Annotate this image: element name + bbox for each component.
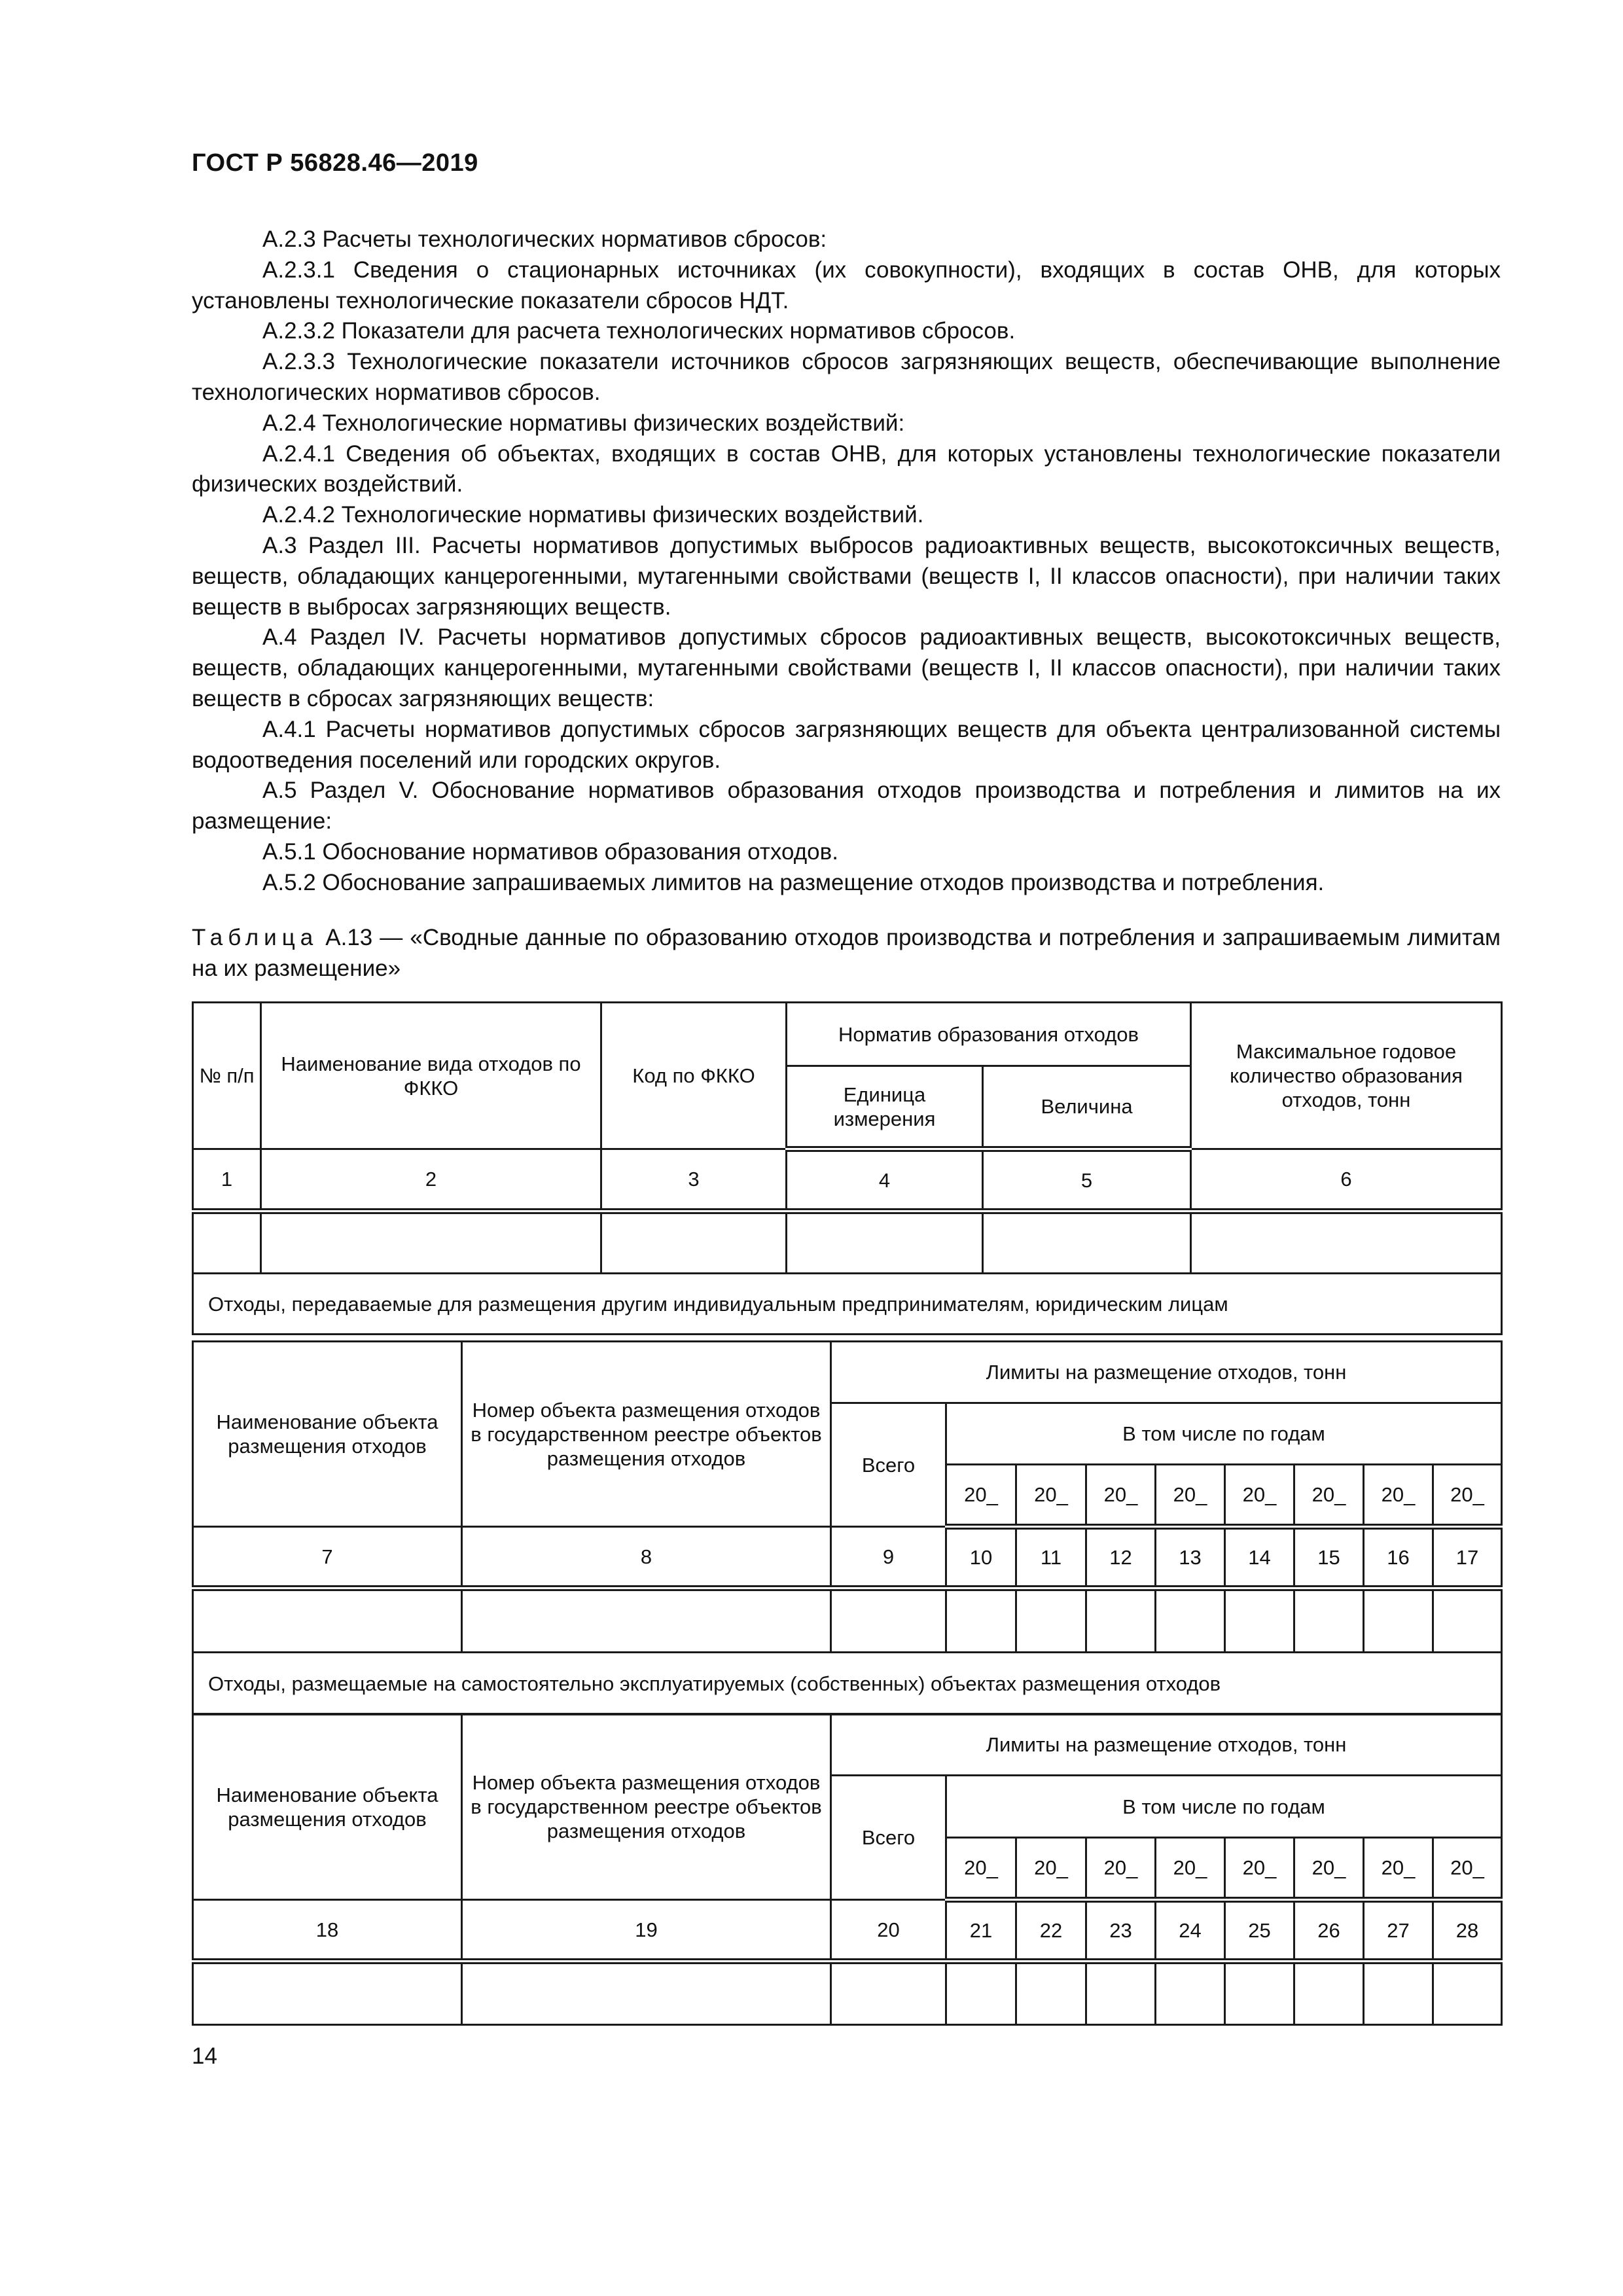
year-cell: 20_	[1156, 1465, 1225, 1527]
column-number: 10	[946, 1527, 1016, 1588]
table-cell	[1364, 1962, 1433, 2025]
header-value: Величина	[983, 1066, 1191, 1149]
column-number: 13	[1156, 1527, 1225, 1588]
table-cell	[1225, 1962, 1294, 2025]
paragraph: А.3 Раздел III. Расчеты нормативов допустимых выбросов радиоактивных веществ, высокотоксичных веществ, веществ, обладающих канцерогенными, мутагенными свойствами (веществ I, II классов опасности), при наличии таких веществ в выбросах загрязняющих веществ.	[192, 532, 1501, 620]
column-number: 22	[1016, 1900, 1086, 1962]
year-cell: 20_	[1433, 1465, 1502, 1527]
header-limits: Лимиты на размещение отходов, тонн	[831, 1342, 1502, 1403]
header-total: Всего	[831, 1403, 946, 1527]
year-cell: 20_	[1225, 1838, 1294, 1900]
caption-label: Таблица	[192, 925, 319, 950]
table-cell	[1294, 1962, 1364, 2025]
column-number: 25	[1225, 1900, 1294, 1962]
table-cell	[1433, 1588, 1502, 1653]
paragraph: А.4 Раздел IV. Расчеты нормативов допустимых сбросов радиоактивных веществ, высокотоксичных веществ, веществ, обладающих канцерогенными, мутагенными свойствами (веществ I, II классов опасности), при наличии таких веществ в сбросах загрязняющих веществ:	[192, 624, 1501, 711]
page-number: 14	[192, 2043, 217, 2069]
header-object-name: Наименование объекта размещения отходов	[193, 1714, 462, 1900]
section-title: Отходы, размещаемые на самостоятельно эксплуатируемых (собственных) объектах размещения отходов	[193, 1653, 1502, 1715]
column-number: 12	[1086, 1527, 1156, 1588]
column-number: 26	[1294, 1900, 1364, 1962]
column-number: 27	[1364, 1900, 1433, 1962]
header-norm: Норматив образования отходов	[787, 1003, 1191, 1066]
table-cell	[787, 1211, 983, 1274]
paragraph: А.4.1 Расчеты нормативов допустимых сбросов загрязняющих веществ для объекта централизованной системы водоотведения поселений или городских округов.	[192, 716, 1501, 773]
table-cell	[1016, 1588, 1086, 1653]
header-total: Всего	[831, 1776, 946, 1900]
column-number: 17	[1433, 1527, 1502, 1588]
column-number: 2	[261, 1149, 601, 1211]
header-by-years: В том числе по годам	[946, 1403, 1502, 1465]
table-cell	[261, 1211, 601, 1274]
column-number: 3	[601, 1149, 787, 1211]
table-cell	[1156, 1588, 1225, 1653]
table-cell	[1433, 1962, 1502, 2025]
header-registry-number: Номер объекта размещения отходов в государственном реестре объектов размещения отходов	[462, 1342, 831, 1527]
column-number: 28	[1433, 1900, 1502, 1962]
year-cell: 20_	[1364, 1838, 1433, 1900]
table-row	[193, 1211, 1502, 1274]
paragraph: А.2.3 Расчеты технологических нормативов сбросов:	[262, 226, 827, 252]
column-number: 15	[1294, 1527, 1364, 1588]
table-cell	[1086, 1588, 1156, 1653]
paragraph: А.5 Раздел V. Обоснование нормативов образования отходов производства и потребления и лимитов на их размещение:	[192, 778, 1501, 834]
paragraph: А.2.4.2 Технологические нормативы физических воздействий.	[262, 502, 924, 528]
column-number: 18	[193, 1900, 462, 1962]
header-object-name: Наименование объекта размещения отходов	[193, 1342, 462, 1527]
table-cell	[1156, 1962, 1225, 2025]
section-title: Отходы, передаваемые для размещения другим индивидуальным предпринимателям, юридическим лицам	[193, 1274, 1502, 1335]
column-number: 20	[831, 1900, 946, 1962]
paragraph: А.2.4.1 Сведения об объектах, входящих в состав ОНВ, для которых установлены технологические показатели физических воздействий.	[192, 440, 1501, 497]
waste-norms-table	[192, 1001, 1503, 1335]
column-number: 6	[1191, 1149, 1502, 1211]
paragraph: А.2.3.3 Технологические показатели источников сбросов загрязняющих веществ, обеспечивающие выполнение технологических нормативов сбросов.	[192, 349, 1501, 405]
table-cell	[1364, 1588, 1433, 1653]
column-number: 5	[983, 1149, 1191, 1211]
year-cell: 20_	[1086, 1465, 1156, 1527]
table-cell	[462, 1962, 831, 2025]
own-objects-waste-table	[192, 1713, 1503, 2026]
column-number: 4	[787, 1149, 983, 1211]
table-cell	[1191, 1211, 1502, 1274]
column-number: 14	[1225, 1527, 1294, 1588]
header-unit: Единица измерения	[787, 1066, 983, 1149]
header-by-years: В том числе по годам	[946, 1776, 1502, 1838]
column-number: 21	[946, 1900, 1016, 1962]
table-cell	[193, 1588, 462, 1653]
year-cell: 20_	[946, 1838, 1016, 1900]
table-cell	[601, 1211, 787, 1274]
column-number: 24	[1156, 1900, 1225, 1962]
table-cell	[193, 1211, 261, 1274]
year-cell: 20_	[1156, 1838, 1225, 1900]
table-cell	[983, 1211, 1191, 1274]
header-limits: Лимиты на размещение отходов, тонн	[831, 1714, 1502, 1776]
paragraph: А.5.2 Обоснование запрашиваемых лимитов на размещение отходов производства и потребления.	[262, 869, 1325, 895]
table-cell	[1016, 1962, 1086, 2025]
paragraph: А.5.1 Обоснование нормативов образования отходов.	[262, 838, 838, 865]
table-cell	[831, 1962, 946, 2025]
table-row	[193, 1588, 1502, 1653]
year-cell: 20_	[1016, 1465, 1086, 1527]
column-number: 8	[462, 1527, 831, 1588]
table-cell	[946, 1588, 1016, 1653]
year-cell: 20_	[1225, 1465, 1294, 1527]
document-header: ГОСТ Р 56828.46—2019	[192, 149, 478, 177]
table-cell	[1225, 1588, 1294, 1653]
table-row	[193, 1962, 1502, 2025]
year-cell: 20_	[1364, 1465, 1433, 1527]
header-registry-number: Номер объекта размещения отходов в государственном реестре объектов размещения отходов	[462, 1714, 831, 1900]
column-number: 9	[831, 1527, 946, 1588]
column-number: 11	[1016, 1527, 1086, 1588]
column-number: 16	[1364, 1527, 1433, 1588]
header-max-annual: Максимальное годовое количество образования отходов, тонн	[1191, 1003, 1502, 1149]
year-cell: 20_	[1086, 1838, 1156, 1900]
header-waste-name: Наименование вида отходов по ФККО	[261, 1003, 601, 1149]
column-number: 19	[462, 1900, 831, 1962]
header-fkko-code: Код по ФККО	[601, 1003, 787, 1149]
year-cell: 20_	[1433, 1838, 1502, 1900]
body-text	[192, 224, 1501, 899]
table-cell	[831, 1588, 946, 1653]
paragraph: А.2.3.2 Показатели для расчета технологических нормативов сбросов.	[262, 318, 1016, 344]
column-number: 7	[193, 1527, 462, 1588]
table-caption	[192, 923, 1501, 984]
paragraph: А.2.4 Технологические нормативы физических воздействий:	[262, 410, 905, 436]
table-cell	[946, 1962, 1016, 2025]
year-cell: 20_	[946, 1465, 1016, 1527]
table-cell	[462, 1588, 831, 1653]
transferred-waste-table	[192, 1340, 1503, 1715]
caption-text: А.13 — «Сводные данные по образованию отходов производства и потребления и запрашиваемым лимитам на их размещение»	[192, 925, 1501, 981]
column-number: 23	[1086, 1900, 1156, 1962]
year-cell: 20_	[1294, 1838, 1364, 1900]
table-cell	[1294, 1588, 1364, 1653]
year-cell: 20_	[1016, 1838, 1086, 1900]
header-no: № п/п	[193, 1003, 261, 1149]
paragraph: А.2.3.1 Сведения о стационарных источниках (их совокупности), входящих в состав ОНВ, для которых установлены технологические показатели сбросов НДТ.	[192, 257, 1501, 314]
table-cell	[193, 1962, 462, 2025]
table-cell	[1086, 1962, 1156, 2025]
column-number: 1	[193, 1149, 261, 1211]
year-cell: 20_	[1294, 1465, 1364, 1527]
